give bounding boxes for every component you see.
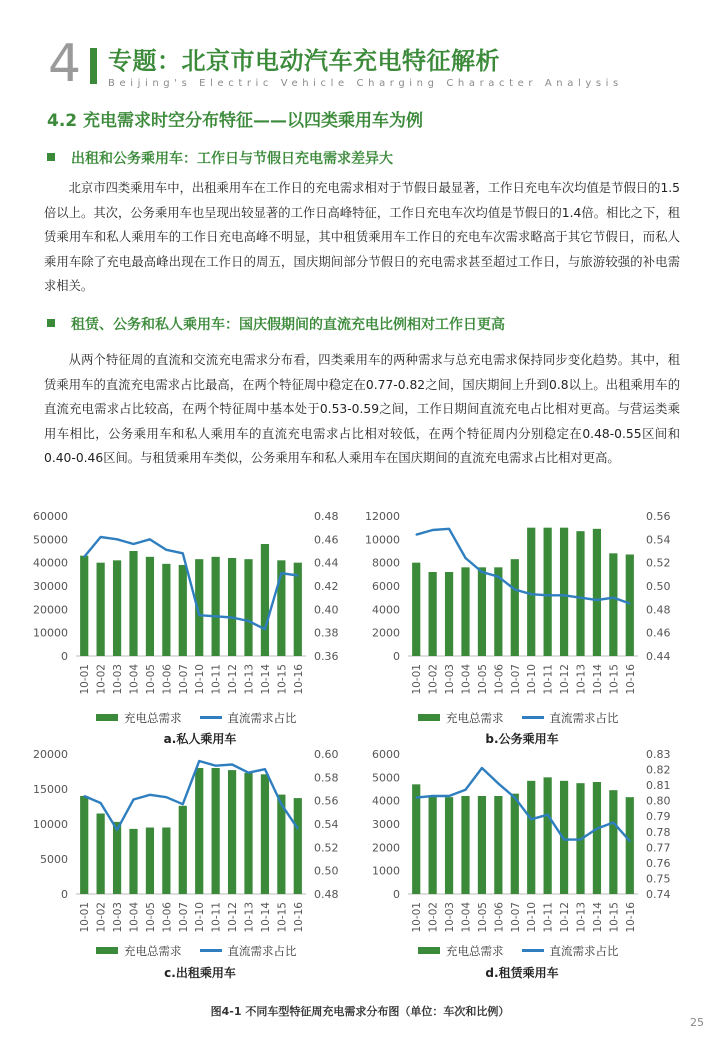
right-axis-tick-label: 0.76 bbox=[646, 856, 671, 870]
x-axis-tick-label: 10-11 bbox=[542, 664, 555, 695]
bar bbox=[162, 564, 170, 656]
x-axis-tick-label: 10-13 bbox=[243, 664, 256, 695]
left-axis-tick-label: 4000 bbox=[372, 794, 400, 808]
left-axis-tick-label: 0 bbox=[61, 650, 68, 663]
chapter-accent-bar bbox=[90, 48, 97, 84]
x-axis-tick-label: 10-15 bbox=[276, 664, 289, 695]
x-axis-tick-label: 10-01 bbox=[79, 902, 92, 933]
right-axis-tick-label: 0.83 bbox=[646, 748, 671, 761]
ratio-point bbox=[215, 616, 217, 618]
legend-c bbox=[96, 943, 297, 959]
legend-bar-label: 充电总需求 bbox=[446, 711, 504, 725]
right-axis-tick-label: 0.42 bbox=[314, 580, 339, 593]
ratio-point bbox=[596, 599, 598, 601]
ratio-point bbox=[613, 597, 615, 599]
bar bbox=[412, 784, 420, 894]
ratio-point bbox=[182, 803, 184, 805]
ratio-point bbox=[149, 539, 151, 541]
left-axis-tick-label: 0 bbox=[393, 650, 400, 663]
bar bbox=[129, 551, 137, 656]
left-axis-tick-label: 0 bbox=[61, 888, 68, 901]
bar bbox=[560, 528, 568, 656]
right-axis-tick-label: 0.46 bbox=[646, 626, 671, 640]
right-axis-tick-label: 0.48 bbox=[646, 603, 671, 617]
bar bbox=[129, 829, 137, 894]
ratio-point bbox=[100, 536, 102, 538]
ratio-point bbox=[547, 814, 549, 816]
x-axis-tick-label: 10-11 bbox=[210, 902, 223, 933]
right-axis-tick-label: 0.80 bbox=[646, 794, 671, 808]
ratio-point bbox=[415, 534, 417, 536]
legend-line-swatch bbox=[200, 716, 222, 719]
right-axis-tick-label: 0.44 bbox=[314, 556, 339, 570]
legend-line-label: 直流需求占比 bbox=[227, 944, 297, 958]
ratio-point bbox=[432, 795, 434, 797]
bar bbox=[494, 567, 502, 656]
left-axis-tick-label: 2000 bbox=[372, 841, 400, 855]
left-axis-tick-label: 10000 bbox=[365, 533, 400, 547]
left-axis-tick-label: 12000 bbox=[365, 510, 400, 523]
bar bbox=[576, 531, 584, 656]
left-axis-tick-label: 10000 bbox=[33, 818, 68, 831]
bar bbox=[429, 572, 437, 656]
left-axis-tick-label: 6000 bbox=[372, 748, 400, 761]
x-axis-tick-label: 10-12 bbox=[227, 902, 240, 933]
left-axis-tick-label: 8000 bbox=[372, 556, 400, 570]
bar bbox=[429, 796, 437, 894]
left-axis-tick-label: 30000 bbox=[33, 580, 68, 593]
left-axis-tick-label: 20000 bbox=[33, 603, 68, 617]
ratio-point bbox=[231, 764, 233, 766]
x-axis-tick-label: 10-15 bbox=[276, 902, 289, 933]
bar bbox=[412, 563, 420, 656]
right-axis-tick-label: 0.56 bbox=[646, 510, 671, 523]
ratio-point bbox=[133, 543, 135, 545]
left-axis-tick-label: 20000 bbox=[33, 748, 68, 761]
x-axis-tick-label: 10-14 bbox=[591, 664, 604, 695]
chart-private bbox=[20, 506, 362, 702]
x-axis-tick-label: 10-07 bbox=[509, 902, 522, 933]
x-axis-tick-label: 10-04 bbox=[460, 664, 473, 695]
ratio-point bbox=[83, 556, 85, 558]
bar bbox=[461, 796, 469, 894]
x-axis-tick-label: 10-14 bbox=[259, 664, 272, 695]
left-axis-tick-label: 6000 bbox=[372, 580, 400, 593]
right-axis-tick-label: 0.82 bbox=[646, 763, 671, 777]
x-axis-tick-label: 10-02 bbox=[427, 902, 440, 933]
bar bbox=[97, 814, 105, 895]
x-axis-tick-label: 10-04 bbox=[460, 902, 473, 933]
x-axis-tick-label: 10-06 bbox=[493, 902, 506, 933]
ratio-point bbox=[182, 553, 184, 555]
ratio-point bbox=[133, 799, 135, 801]
chart-svg bbox=[20, 506, 362, 702]
right-axis-tick-label: 0.81 bbox=[646, 779, 671, 793]
right-axis-tick-label: 0.74 bbox=[646, 888, 671, 901]
ratio-point bbox=[481, 571, 483, 573]
bar bbox=[294, 798, 302, 894]
x-axis-tick-label: 10-06 bbox=[493, 664, 506, 695]
x-axis-tick-label: 10-15 bbox=[608, 902, 621, 933]
right-axis-tick-label: 0.60 bbox=[314, 748, 339, 761]
ratio-point bbox=[116, 829, 118, 831]
bar bbox=[228, 770, 236, 894]
right-axis-tick-label: 0.48 bbox=[314, 510, 339, 523]
x-axis-tick-label: 10-14 bbox=[259, 902, 272, 933]
chart-svg bbox=[352, 506, 694, 702]
x-axis-tick-label: 10-04 bbox=[128, 664, 141, 695]
x-axis-tick-label: 10-12 bbox=[559, 902, 572, 933]
ratio-point bbox=[629, 603, 631, 605]
bar bbox=[244, 559, 252, 656]
legend-line-label: 直流需求占比 bbox=[227, 711, 297, 725]
legend-bar-swatch bbox=[96, 714, 118, 721]
x-axis-tick-label: 10-16 bbox=[292, 664, 305, 695]
bar bbox=[80, 556, 88, 656]
legend-bar-label: 充电总需求 bbox=[124, 944, 182, 958]
bar bbox=[146, 828, 154, 895]
x-axis-tick-label: 10-15 bbox=[608, 664, 621, 695]
bar bbox=[445, 572, 453, 656]
right-axis-tick-label: 0.50 bbox=[314, 864, 339, 878]
ratio-point bbox=[215, 765, 217, 767]
bullet-square-icon bbox=[47, 153, 55, 161]
ratio-point bbox=[297, 575, 299, 577]
x-axis-tick-label: 10-10 bbox=[526, 664, 539, 695]
chart-svg bbox=[352, 744, 694, 940]
bar bbox=[261, 544, 269, 656]
ratio-point bbox=[481, 767, 483, 769]
ratio-point bbox=[580, 597, 582, 599]
x-axis-tick-label: 10-12 bbox=[559, 664, 572, 695]
ratio-point bbox=[198, 614, 200, 616]
chart-caption-b: b.公务乘用车 bbox=[485, 732, 559, 746]
left-axis-tick-label: 10000 bbox=[33, 626, 68, 640]
ratio-point bbox=[580, 839, 582, 841]
bullet-heading-text: 租赁、公务和私人乘用车：国庆假期间的直流充电比例相对工作日更高 bbox=[71, 317, 505, 333]
legend-a bbox=[96, 710, 297, 726]
ratio-point bbox=[547, 595, 549, 597]
page-number: 25 bbox=[690, 1016, 704, 1029]
legend-line-label: 直流需求占比 bbox=[549, 944, 619, 958]
left-axis-tick-label: 40000 bbox=[33, 556, 68, 570]
section-title: 4.2 充电需求时空分布特征——以四类乘用车为例 bbox=[47, 111, 424, 131]
left-axis-tick-label: 2000 bbox=[372, 626, 400, 640]
chapter-number: 4 bbox=[48, 34, 82, 94]
ratio-point bbox=[415, 797, 417, 799]
ratio-point bbox=[166, 796, 168, 798]
bar bbox=[544, 528, 552, 656]
bar bbox=[97, 563, 105, 656]
x-axis-tick-label: 10-01 bbox=[411, 902, 424, 933]
bar bbox=[294, 563, 302, 656]
x-axis-tick-label: 10-11 bbox=[210, 664, 223, 695]
right-axis-tick-label: 0.54 bbox=[646, 533, 671, 547]
bar bbox=[113, 560, 121, 656]
chart-caption-a: a.私人乘用车 bbox=[163, 732, 237, 746]
chart-caption-c: c.出租乘用车 bbox=[164, 966, 236, 980]
figure-caption: 图4-1 不同车型特征周充电需求分布图（单位：车次和比例） bbox=[210, 1005, 510, 1018]
right-axis-tick-label: 0.46 bbox=[314, 533, 339, 547]
paragraph-1: 北京市四类乘用车中，出租乘用车在工作日的充电需求相对于节假日最显著，工作日充电车次均值是节假日的1.5倍以上。其次，公务乘用车也呈现出较显著的工作日高峰特征，工作日充电车次均值是节假日的1.4倍。相比之下，租赁乘用车和私人乘用车的工作日充电高峰不明显，其中租赁乘用车工作日的充电车次需求略高于其它节假日，而私人乘用车除了充电最高峰出现在工作日的周五，国庆期间部分节假日的充电需求甚至超过工作日，与旅游较强的补电需求相关。 bbox=[44, 181, 680, 294]
legend-line-swatch bbox=[522, 716, 544, 719]
x-axis-tick-label: 10-03 bbox=[444, 902, 457, 933]
ratio-point bbox=[83, 795, 85, 797]
ratio-point bbox=[281, 803, 283, 805]
bar bbox=[113, 822, 121, 894]
bar bbox=[609, 553, 617, 656]
bar bbox=[445, 797, 453, 894]
left-axis-tick-label: 5000 bbox=[372, 771, 400, 785]
x-axis-tick-label: 10-02 bbox=[95, 664, 108, 695]
x-axis-tick-label: 10-13 bbox=[575, 902, 588, 933]
right-axis-tick-label: 0.77 bbox=[646, 841, 671, 855]
ratio-point bbox=[498, 783, 500, 785]
bar bbox=[195, 768, 203, 894]
bar bbox=[146, 557, 154, 656]
left-axis-tick-label: 50000 bbox=[33, 533, 68, 547]
bar bbox=[593, 529, 601, 656]
ratio-point bbox=[530, 593, 532, 595]
x-axis-tick-label: 10-07 bbox=[177, 664, 190, 695]
ratio-point bbox=[248, 620, 250, 622]
right-axis-tick-label: 0.58 bbox=[314, 771, 339, 785]
x-axis-tick-label: 10-06 bbox=[161, 664, 174, 695]
chapter-subtitle: Beijing's Electric Vehicle Charging Character Analysis bbox=[108, 78, 623, 89]
right-axis-tick-label: 0.36 bbox=[314, 650, 339, 663]
ratio-point bbox=[465, 789, 467, 791]
bullet-square-icon bbox=[47, 319, 55, 327]
ratio-point bbox=[432, 529, 434, 531]
right-axis-tick-label: 0.50 bbox=[646, 580, 671, 593]
x-axis-tick-label: 10-05 bbox=[144, 902, 157, 933]
legend-bar-swatch bbox=[96, 947, 118, 954]
chart-official bbox=[352, 506, 694, 702]
chart-caption-d: d.租赁乘用车 bbox=[485, 966, 559, 980]
bar bbox=[162, 828, 170, 895]
ratio-point bbox=[264, 628, 266, 630]
x-axis-tick-label: 10-10 bbox=[194, 664, 207, 695]
x-axis-tick-label: 10-10 bbox=[526, 902, 539, 933]
bar bbox=[494, 796, 502, 894]
x-axis-tick-label: 10-07 bbox=[509, 664, 522, 695]
ratio-point bbox=[281, 572, 283, 574]
bar bbox=[593, 782, 601, 894]
x-axis-tick-label: 10-16 bbox=[624, 664, 637, 695]
x-axis-tick-label: 10-05 bbox=[476, 902, 489, 933]
ratio-point bbox=[297, 828, 299, 830]
ratio-point bbox=[231, 617, 233, 619]
bar bbox=[228, 558, 236, 656]
ratio-point bbox=[530, 819, 532, 821]
right-axis-tick-label: 0.48 bbox=[314, 888, 339, 901]
right-axis-tick-label: 0.52 bbox=[314, 841, 339, 855]
x-axis-tick-label: 10-04 bbox=[128, 902, 141, 933]
legend-line-swatch bbox=[200, 949, 222, 952]
x-axis-tick-label: 10-13 bbox=[243, 902, 256, 933]
bar bbox=[179, 565, 187, 656]
chapter-header bbox=[48, 34, 688, 96]
legend-b bbox=[418, 710, 619, 726]
bullet-heading-2 bbox=[47, 314, 505, 334]
ratio-point bbox=[149, 794, 151, 796]
bar bbox=[80, 796, 88, 894]
x-axis-tick-label: 10-16 bbox=[292, 902, 305, 933]
ratio-point bbox=[264, 768, 266, 770]
right-axis-tick-label: 0.56 bbox=[314, 794, 339, 808]
left-axis-tick-label: 15000 bbox=[33, 783, 68, 796]
right-axis-tick-label: 0.44 bbox=[646, 650, 671, 663]
bar bbox=[609, 790, 617, 894]
right-axis-tick-label: 0.38 bbox=[314, 626, 339, 640]
right-axis-tick-label: 0.79 bbox=[646, 810, 671, 824]
ratio-point bbox=[514, 589, 516, 591]
right-axis-tick-label: 0.78 bbox=[646, 825, 671, 839]
x-axis-tick-label: 10-06 bbox=[161, 902, 174, 933]
right-axis-tick-label: 0.52 bbox=[646, 556, 671, 570]
ratio-point bbox=[596, 828, 598, 830]
ratio-point bbox=[448, 795, 450, 797]
ratio-point bbox=[613, 822, 615, 824]
x-axis-tick-label: 10-01 bbox=[411, 664, 424, 695]
left-axis-tick-label: 1000 bbox=[372, 864, 400, 878]
left-axis-tick-label: 3000 bbox=[372, 818, 400, 831]
ratio-point bbox=[563, 595, 565, 597]
x-axis-tick-label: 10-02 bbox=[427, 664, 440, 695]
ratio-point bbox=[514, 797, 516, 799]
bar bbox=[511, 794, 519, 894]
bar bbox=[244, 773, 252, 894]
x-axis-tick-label: 10-02 bbox=[95, 902, 108, 933]
x-axis-tick-label: 10-16 bbox=[624, 902, 637, 933]
bullet-heading-text: 出租和公务乘用车：工作日与节假日充电需求差异大 bbox=[71, 151, 393, 167]
right-axis-tick-label: 0.40 bbox=[314, 603, 339, 617]
x-axis-tick-label: 10-12 bbox=[227, 664, 240, 695]
paragraph-2: 从两个特征周的直流和交流充电需求分布看，四类乘用车的两种需求与总充电需求保持同步变化趋势。其中，租赁乘用车的直流充电需求占比最高，在两个特征周中稳定在0.77-0.82之间，国庆期间上升到0.8以上。出租乘用车的直流充电需求占比较高，在两个特征周中基本处于0.53-0.59之间，工作日期间直流充电占比相对更高。与营运类乘用车相比，公务乘用车和私人乘用车的直流充电需求占比相对较低，在两个特征周内分别稳定在0.48-0.55区间和0.40-0.46区间。与租赁乘用车类似，公务乘用车和私人乘用车在国庆期间的直流充电需求占比相对更高。 bbox=[44, 353, 680, 466]
bar bbox=[626, 555, 634, 657]
bar bbox=[478, 796, 486, 894]
bar bbox=[478, 567, 486, 656]
ratio-point bbox=[198, 760, 200, 762]
left-axis-tick-label: 5000 bbox=[40, 853, 68, 866]
chart-svg bbox=[20, 744, 362, 940]
x-axis-tick-label: 10-03 bbox=[444, 664, 457, 695]
chart-taxi bbox=[20, 744, 362, 940]
legend-line-swatch bbox=[522, 949, 544, 952]
x-axis-tick-label: 10-03 bbox=[112, 902, 125, 933]
right-axis-tick-label: 0.54 bbox=[314, 818, 339, 831]
ratio-point bbox=[498, 576, 500, 578]
ratio-point bbox=[166, 549, 168, 551]
x-axis-tick-label: 10-07 bbox=[177, 902, 190, 933]
chapter-title: 专题：北京市电动汽车充电特征解析 bbox=[108, 47, 500, 75]
left-axis-tick-label: 60000 bbox=[33, 510, 68, 523]
left-axis-tick-label: 4000 bbox=[372, 603, 400, 617]
bar bbox=[179, 806, 187, 894]
legend-bar-swatch bbox=[418, 714, 440, 721]
x-axis-tick-label: 10-03 bbox=[112, 664, 125, 695]
bar bbox=[261, 774, 269, 894]
x-axis-tick-label: 10-05 bbox=[476, 664, 489, 695]
x-axis-tick-label: 10-01 bbox=[79, 664, 92, 695]
ratio-point bbox=[100, 802, 102, 804]
x-axis-tick-label: 10-05 bbox=[144, 664, 157, 695]
bar bbox=[544, 777, 552, 894]
bar bbox=[626, 797, 634, 894]
legend-line-label: 直流需求占比 bbox=[549, 711, 619, 725]
ratio-point bbox=[629, 840, 631, 842]
bar bbox=[511, 559, 519, 656]
right-axis-tick-label: 0.75 bbox=[646, 872, 671, 886]
ratio-point bbox=[116, 539, 118, 541]
legend-bar-label: 充电总需求 bbox=[446, 944, 504, 958]
x-axis-tick-label: 10-10 bbox=[194, 902, 207, 933]
ratio-point bbox=[563, 839, 565, 841]
chart-rental bbox=[352, 744, 694, 940]
bar bbox=[212, 768, 220, 894]
bar bbox=[527, 781, 535, 894]
left-axis-tick-label: 0 bbox=[393, 888, 400, 901]
ratio-point bbox=[448, 528, 450, 530]
legend-bar-label: 充电总需求 bbox=[124, 711, 182, 725]
x-axis-tick-label: 10-11 bbox=[542, 902, 555, 933]
ratio-point bbox=[465, 557, 467, 559]
bar bbox=[461, 567, 469, 656]
bullet-heading-1 bbox=[47, 148, 393, 168]
bar bbox=[527, 528, 535, 656]
legend-d bbox=[418, 943, 619, 959]
x-axis-tick-label: 10-14 bbox=[591, 902, 604, 933]
legend-bar-swatch bbox=[418, 947, 440, 954]
x-axis-tick-label: 10-13 bbox=[575, 664, 588, 695]
ratio-point bbox=[248, 772, 250, 774]
bar bbox=[212, 557, 220, 656]
